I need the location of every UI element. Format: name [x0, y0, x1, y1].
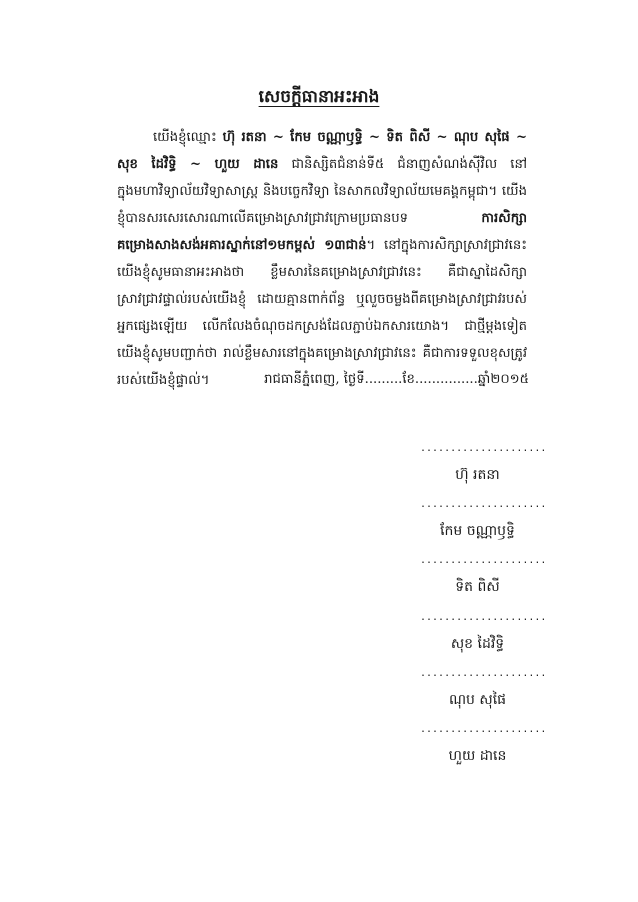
paragraph-segment-2: ជានិស្សិតជំនាន់ទី៥ ជំនាញសំណង់ស៊ីវិល នៅក្នុងមហាវិទ្យាល័យវិទ្យាសាស្ត្រ និងបច្ចេកវិទ្យា នៃសាកលវិទ្យាល័យមេគង្គកម្ពុជា។ យើងខ្ញុំបានសរសេរសោរណាលើគម្រោងស្រាវជ្រាវក្រោមប្រធានបទ	[117, 157, 527, 226]
signature-line: .....................	[420, 612, 547, 623]
signatory-name: ណុប សុផៃ	[448, 692, 507, 708]
signature-block-4	[420, 612, 547, 654]
signatory-name: ហួយ ដានេ	[448, 748, 507, 764]
signatory-name: កែម ចណ្ណាឫទ្ធិ	[440, 523, 515, 539]
signature-line: .....................	[420, 443, 547, 454]
signature-block-5	[420, 668, 547, 710]
place-and-date-line: រាជធានីភ្នំពេញ, ថ្ងៃទី.........ខែ...............ឆ្នាំ២០១៥	[264, 372, 529, 387]
signature-line: .....................	[420, 668, 547, 679]
signature-block-1	[420, 443, 547, 485]
signature-line: .....................	[420, 724, 547, 735]
research-topic: ការសិក្សាគម្រោងសាងសង់អគារស្នាក់នៅ១មកម្ពស់ ១៣ជាន់	[117, 211, 527, 253]
signatory-name: ទិត ពិសី	[455, 579, 500, 595]
student-names: ហ៊ុ រតនា ~ កែម ចណ្ណាឫទ្ធិ ~ ទិត ពិសី ~ ណុប សុផៃ ~ សុខ ដៃវិទ្ធិ ~ ហួយ ដានេ	[117, 130, 527, 172]
signatory-name: ហ៊ុ រតនា	[455, 467, 500, 483]
declaration-paragraph	[117, 124, 527, 394]
paragraph-segment-1: យើងខ្ញុំឈ្មោះ	[153, 130, 223, 145]
document-title: សេចក្តីធានាអះអាង	[258, 87, 380, 107]
signature-block-6	[420, 724, 547, 766]
signature-line: .....................	[420, 555, 547, 566]
signature-block-3	[420, 555, 547, 597]
signatory-name: សុខ ដៃវិទ្ធិ	[450, 636, 505, 652]
signature-block-2	[420, 499, 547, 541]
paragraph-segment-3: ។ នៅក្នុងការសិក្សាស្រាវជ្រាវនេះ យើងខ្ញុំសូមធានាអះអាងថា ខ្លឹមសារនៃគម្រោងស្រាវជ្រាវនេះ គឺជាស្នាដៃសិក្សាស្រាវជ្រាវផ្ទាល់របស់យើងខ្ញុំ ដោយគ្មានពាក់ព័ន្ធ ឬលួចចម្លងពីគម្រោងស្រាវជ្រាវរបស់អ្នកផ្សេងឡើយ លើកលែងចំណុចដកស្រង់ដែលភ្ជាប់ឯកសារយោង។ ជាថ្មីម្តងទៀតយើងខ្ញុំសូមបញ្ជាក់ថា រាល់ខ្លឹមសារនៅក្នុងគម្រោងស្រាវជ្រាវនេះ គឺជាការទទួលខុសត្រូវរបស់យើងខ្ញុំផ្ទាល់។	[117, 238, 527, 388]
signature-line: .....................	[420, 499, 547, 510]
